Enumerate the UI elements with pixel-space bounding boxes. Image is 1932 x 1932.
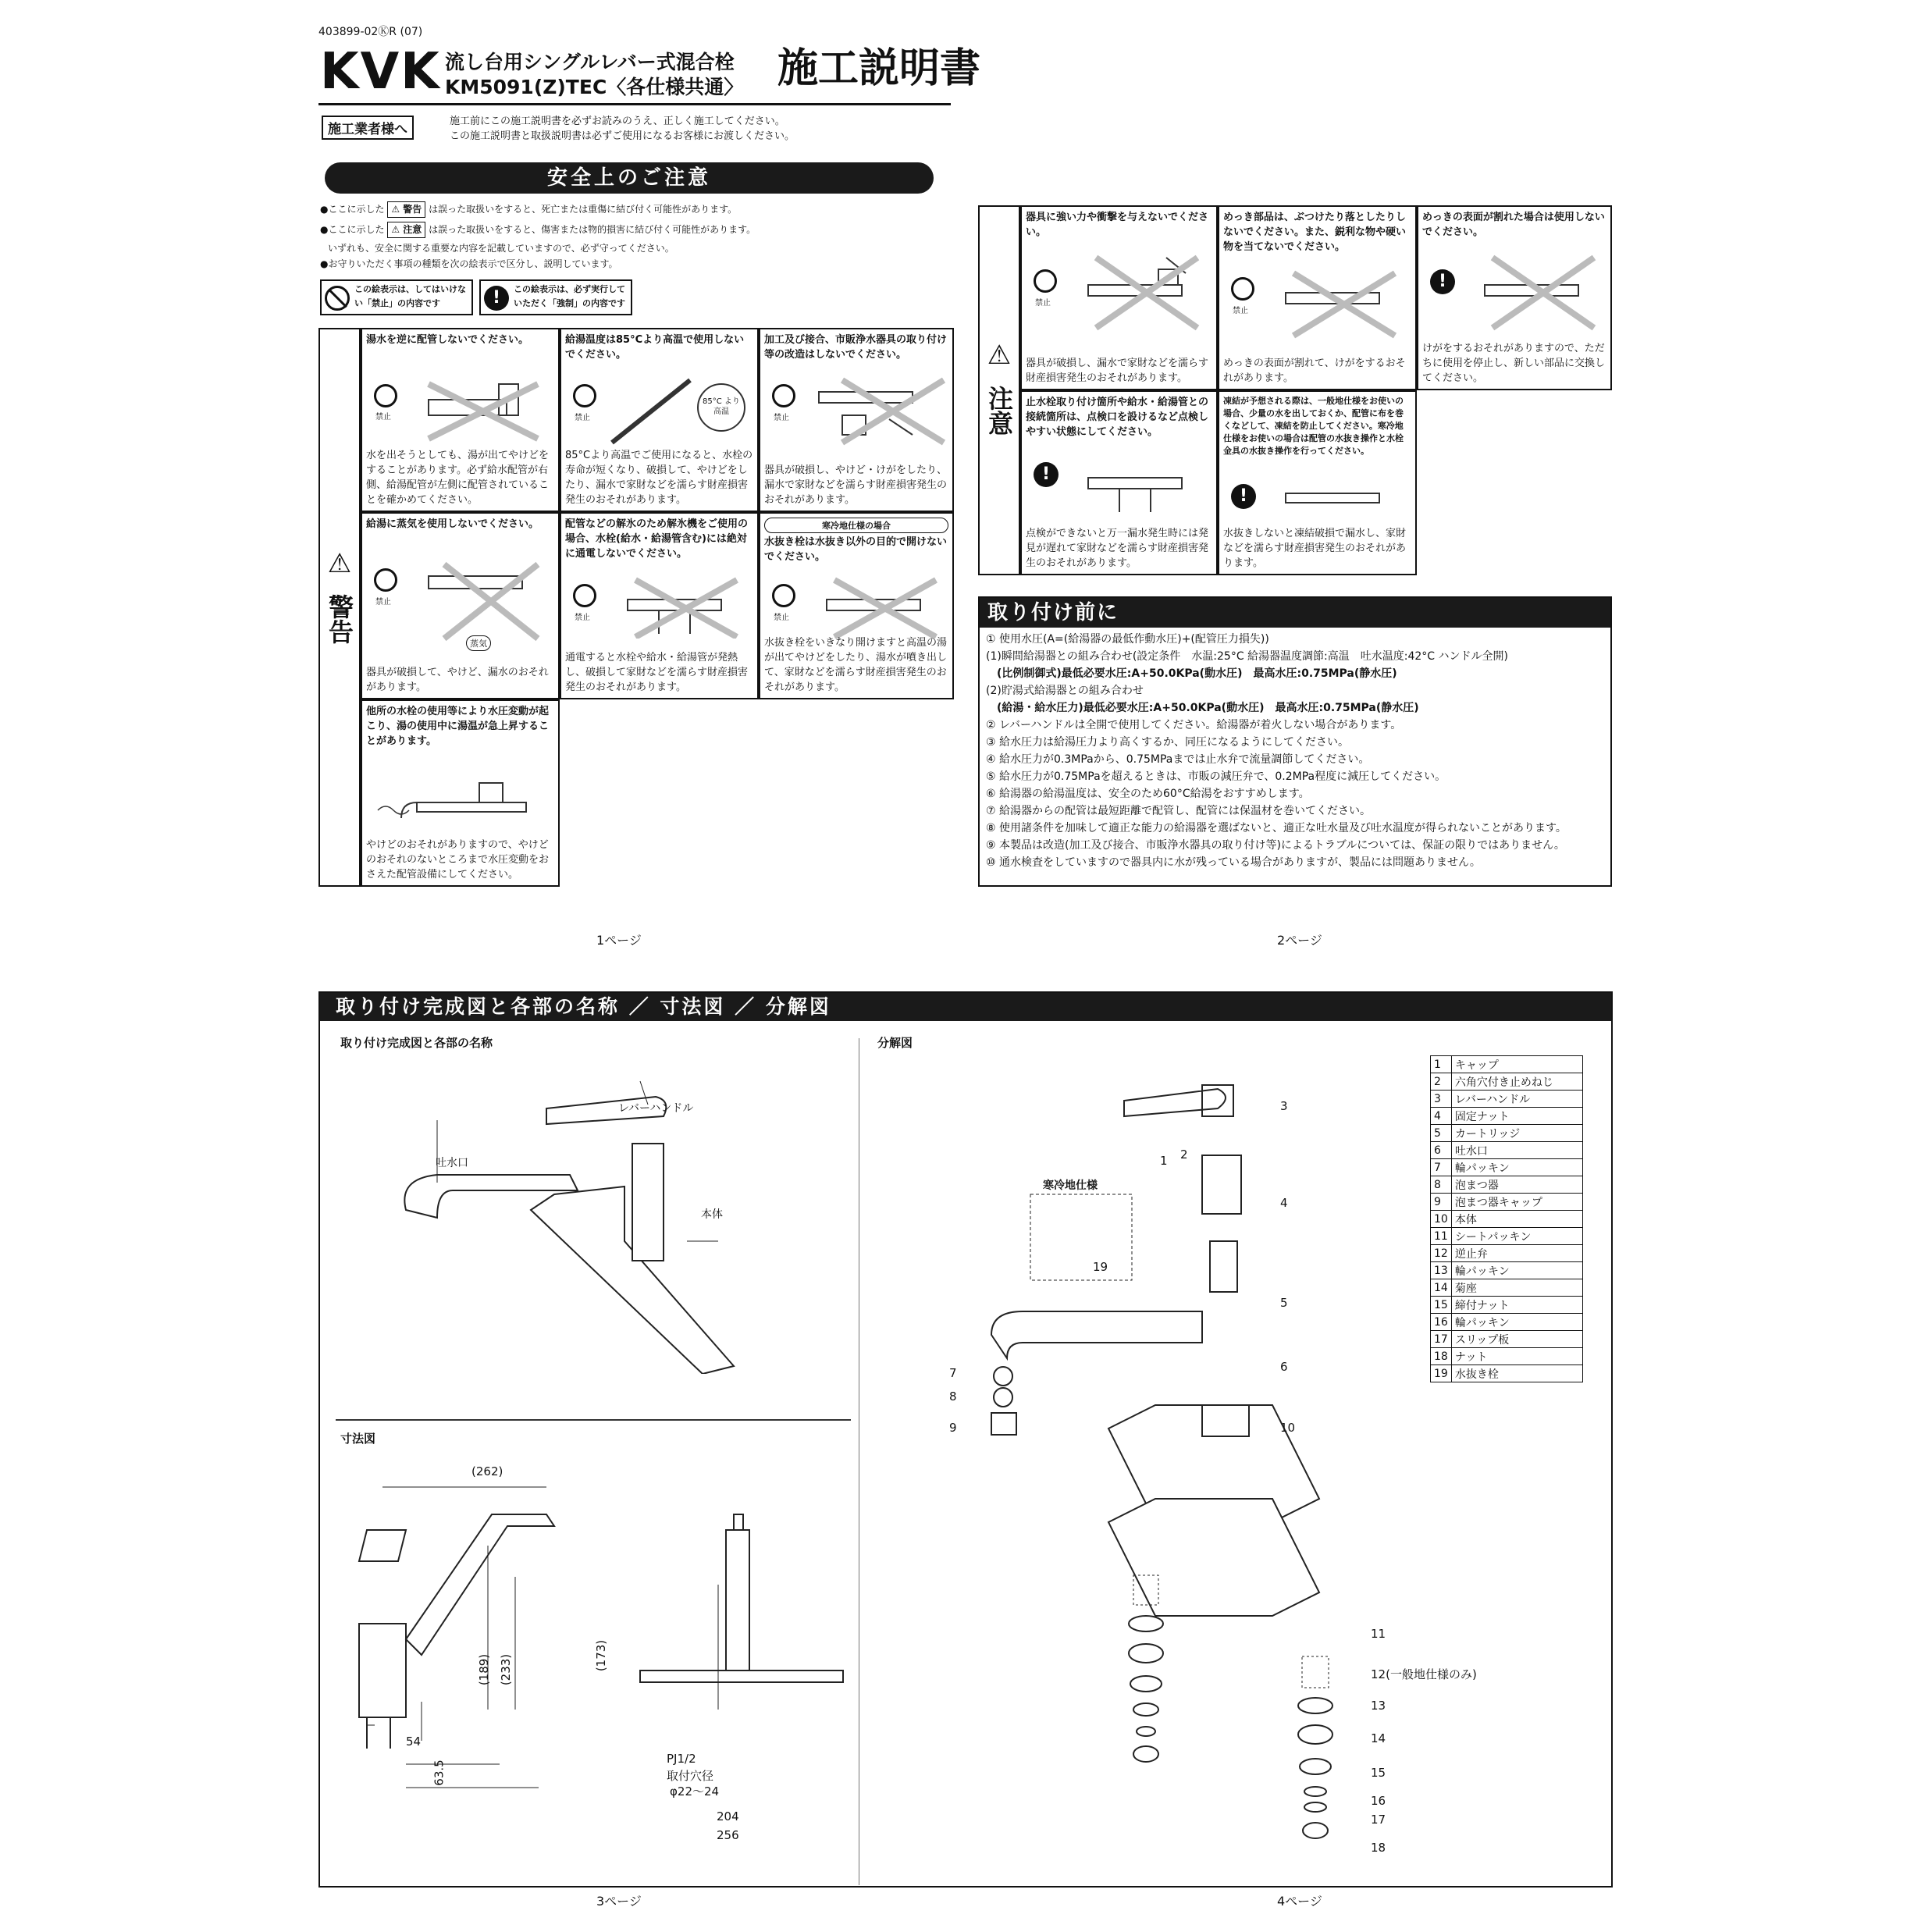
- caution-4-desc: 点検ができないと万一漏水発生時には発見が遅れて家財などを濡らす財産損害発生のおそれがあります。: [1026, 528, 1209, 569]
- parts-row: [1431, 1073, 1583, 1091]
- dim-pj: PJ1/2: [667, 1752, 696, 1766]
- callout-5: 5: [1280, 1296, 1288, 1310]
- part-name: 輪パッキン: [1451, 1262, 1582, 1279]
- part-number: 13: [1431, 1262, 1452, 1279]
- caution-cell-1: [1020, 205, 1218, 390]
- prohibit-icon: [325, 286, 350, 311]
- callout-2: 2: [1180, 1147, 1188, 1162]
- part-name: 菊座: [1451, 1279, 1582, 1297]
- warning-side: [318, 328, 361, 887]
- warning-tag-text: 警告: [403, 204, 422, 215]
- legend1-post: は誤った取扱いをすると、死亡または重傷に結び付く可能性があります。: [429, 204, 738, 215]
- warning-4-illustration: [366, 560, 554, 649]
- parts-row: [1431, 1331, 1583, 1348]
- warning-3-desc: 器具が破損し、やけど・けがをしたり、漏水で家財などを濡らす財産損害発生のおそれがあります。: [764, 464, 948, 506]
- legend-warning: [320, 201, 945, 218]
- parts-row: [1431, 1194, 1583, 1211]
- part-name: キャップ: [1451, 1056, 1582, 1073]
- legend-caution-tag: ⚠ 注意: [387, 222, 425, 238]
- dim-189: (189): [477, 1653, 492, 1686]
- prohibit-icon: [772, 384, 795, 407]
- warning-6-title: 水抜き栓は水抜き以外の目的で開けないでください。: [764, 536, 948, 563]
- drawings-title: 取り付け完成図と各部の名称 ／ 寸法図 ／ 分解図: [320, 993, 1611, 1021]
- steam-illustration: [413, 560, 553, 646]
- part-name: レバーハンドル: [1451, 1091, 1582, 1108]
- dim-63-5: 63.5: [432, 1759, 447, 1786]
- dim-204: 204: [717, 1809, 739, 1823]
- legend-warning-tag: ⚠ 警告: [387, 201, 425, 218]
- warning-5-desc: 通電すると水栓や給水・給湯管が発熱し、破損して家財などを濡らす財産損害発生のおそれがあります。: [565, 652, 749, 693]
- brand-logo: KVK: [320, 43, 441, 101]
- mandatory-icon: !: [1430, 269, 1455, 294]
- caution-cell-2: [1218, 205, 1417, 390]
- callout-16: 16: [1371, 1794, 1386, 1808]
- title-rule: [318, 103, 951, 105]
- faucet-complete-illustration: [375, 1077, 812, 1374]
- prohibit-icon: [374, 568, 397, 592]
- exploded-subtitle: 分解図: [877, 1036, 913, 1050]
- callout-15: 15: [1371, 1766, 1386, 1780]
- before-install-title: 取り付け前に: [980, 598, 1610, 628]
- dim-hole-phi: φ22〜24: [670, 1784, 720, 1799]
- caution-5-title: 凍結が予想される際は、一般地仕様をお使いの場合、少量の水を出しておくか、配管に布を巻くなどして、凍結を防止してください。寒冷地仕様をお使いの場合は配管の水抜き操作と水栓金具の水抜き操作を行ってください。: [1223, 396, 1404, 456]
- before-install-item: ⑨ 本製品は改造(加工及び接合、市販浄水器具の取り付け等)によるトラブルについては、保証の限りではありません。: [986, 839, 1565, 852]
- plating-damage-illustration: [1270, 269, 1411, 340]
- caution-4-illustration: [1026, 462, 1212, 532]
- caution-5-desc: 水抜きしないと凍結破損で漏水し、家財などを濡らす財産損害発生のおそれがあります。: [1223, 528, 1407, 569]
- label-lever: レバーハンドル: [618, 1102, 694, 1115]
- prohibit-icon: [573, 584, 596, 607]
- warning-cell-2: [560, 328, 759, 512]
- part-number: 4: [1431, 1108, 1452, 1125]
- warning-4-title: 給湯に蒸気を使用しないでください。: [366, 518, 539, 530]
- before-install-item: (給湯・給水圧力)最低必要水圧:A+50.0KPa(動水圧) 最高水圧:0.75MPa(静水圧): [986, 702, 1419, 714]
- part-number: 6: [1431, 1142, 1452, 1159]
- drain-plug-illustration: [811, 576, 952, 639]
- callout-7: 7: [949, 1366, 957, 1380]
- exploded-view-drawing: [968, 1069, 1405, 1850]
- part-number: 18: [1431, 1348, 1452, 1365]
- prohibit-symbol-box: [320, 279, 473, 315]
- legend2-pre: ●ここに示した: [320, 224, 385, 235]
- part-name: スリップ板: [1451, 1331, 1582, 1348]
- before-install-item: ⑧ 使用諸条件を加味して適正な能力の給湯器を選ばないと、適正な吐水量及び吐水温度が得られないことがあります。: [986, 822, 1567, 834]
- caution-4-title: 止水栓取り付け箇所や給水・給湯管との接続箇所は、点検口を設けるなど点検しやすい状態にしてください。: [1026, 397, 1209, 438]
- before-install-item: ① 使用水圧(A=(給湯器の最低作動水圧)+(配管圧力損失)): [986, 633, 1269, 646]
- before-install-item: ⑤ 給水圧力が0.75MPaを超えるときは、市販の減圧弁で、0.2MPa程度に減圧してください。: [986, 770, 1446, 783]
- part-number: 17: [1431, 1331, 1452, 1348]
- parts-row: [1431, 1091, 1583, 1108]
- part-number: 7: [1431, 1159, 1452, 1176]
- prohibit-label: 禁止: [375, 598, 391, 607]
- callout-12: 12(一般地仕様のみ): [1371, 1667, 1477, 1681]
- part-number: 11: [1431, 1228, 1452, 1245]
- caution-side: [978, 205, 1020, 575]
- temp-85-label: 85°C より高温: [703, 397, 740, 416]
- dim-233: (233): [499, 1653, 514, 1686]
- prohibit-label: 禁止: [1233, 307, 1248, 315]
- parts-row: [1431, 1279, 1583, 1297]
- page-1-label: 1ページ: [596, 933, 642, 948]
- caution-cell-5: [1218, 390, 1417, 575]
- part-number: 16: [1431, 1314, 1452, 1331]
- cold-spec-label: 寒冷地仕様: [1043, 1179, 1098, 1192]
- part-number: 15: [1431, 1297, 1452, 1314]
- before-install-box: [978, 596, 1612, 887]
- callout-1: 1: [1160, 1154, 1168, 1168]
- installer-line2: この施工説明書と取扱説明書は必ずご使用になるお客様にお渡しください。: [450, 130, 795, 142]
- part-number: 19: [1431, 1365, 1452, 1382]
- warning-6-desc: 水抜き栓をいきなり開けますと高温の湯が出てやけどをしたり、湯水が噴き出して、家財などを濡らす財産損害発生のおそれがあります。: [764, 637, 948, 693]
- part-name: 輪パッキン: [1451, 1159, 1582, 1176]
- section-divider-h: [336, 1419, 851, 1421]
- mandatory-icon: !: [1231, 484, 1256, 509]
- parts-row: [1431, 1314, 1583, 1331]
- before-install-item: ⑩ 通水検査をしていますので器具内に水が残っている場合がありますが、製品には問題ありません。: [986, 856, 1481, 869]
- part-name: 水抜き栓: [1451, 1365, 1582, 1382]
- mandatory-symbol-box: [479, 279, 632, 315]
- legend-caution: [320, 222, 945, 238]
- parts-row: [1431, 1159, 1583, 1176]
- warning-cell-1: [361, 328, 560, 512]
- page-2-label: 2ページ: [1277, 933, 1322, 948]
- caution-1-title: 器具に強い力や衝撃を与えないでください。: [1026, 212, 1209, 238]
- part-number: 2: [1431, 1073, 1452, 1091]
- warning-4-desc: 器具が破損して、やけど、漏水のおそれがあります。: [366, 667, 549, 693]
- part-number: 5: [1431, 1125, 1452, 1142]
- parts-list-table: [1430, 1055, 1583, 1382]
- caution-3-title: めっきの表面が割れた場合は使用しないでください。: [1422, 212, 1605, 238]
- prohibit-label: 禁止: [774, 414, 789, 422]
- parts-row: [1431, 1245, 1583, 1262]
- cracked-plating-illustration: [1469, 254, 1610, 332]
- caution-5-illustration: [1223, 484, 1411, 523]
- mandatory-symbol-text: この絵表示は、必ず実行していただく「強制」の内容です: [514, 284, 625, 308]
- warning-cell-3: [759, 328, 954, 512]
- prohibit-icon: [772, 584, 795, 607]
- prohibit-label: 禁止: [575, 614, 590, 622]
- prohibit-icon: [1034, 269, 1057, 293]
- hot-water-surge-illustration: [370, 771, 550, 841]
- part-name: 逆止弁: [1451, 1245, 1582, 1262]
- caution-3-desc: けがをするおそれがありますので、ただちに使用を停止し、新しい部品に交換してください。: [1422, 343, 1606, 384]
- part-name: 輪パッキン: [1451, 1314, 1582, 1331]
- dim-54: 54: [406, 1735, 422, 1749]
- page-3-label: 3ページ: [596, 1894, 642, 1909]
- part-name: カートリッジ: [1451, 1125, 1582, 1142]
- warning-5-illustration: [565, 576, 753, 646]
- parts-row: [1431, 1142, 1583, 1159]
- freeze-prevention-illustration: [1270, 484, 1411, 523]
- title-line2: KM5091(Z)TEC〈各仕様共通〉: [445, 76, 744, 98]
- caution-cell-4: [1020, 390, 1218, 575]
- prohibit-label: 禁止: [1035, 299, 1051, 308]
- prohibit-icon: [374, 384, 397, 407]
- dim-256: 256: [717, 1828, 739, 1842]
- mandatory-icon: !: [484, 286, 509, 311]
- inspection-hatch-illustration: [1073, 462, 1213, 517]
- caution-2-title: めっき部品は、ぶつけたり落としたりしないでください。また、鋭利な物や硬い物を当てないでください。: [1223, 212, 1407, 253]
- parts-row: [1431, 1176, 1583, 1194]
- callout-8: 8: [949, 1389, 957, 1404]
- parts-row: [1431, 1211, 1583, 1228]
- parts-row: [1431, 1297, 1583, 1314]
- part-name: 泡まつ器: [1451, 1176, 1582, 1194]
- warning-7-desc: やけどのおそれがありますので、やけどのおそれのないところまで水圧変動をおさえた配管設備にしてください。: [366, 839, 550, 881]
- parts-row: [1431, 1365, 1583, 1382]
- safety-title-text: 安全上のご注意: [546, 166, 711, 190]
- caution-cell-3: [1417, 205, 1612, 390]
- before-install-item: (比例制御式)最低必要水圧:A+50.0KPa(動水圧) 最高水圧:0.75MPa(静水圧): [986, 667, 1397, 680]
- warning-5-title: 配管などの解氷のため解氷機をご使用の場合、水栓(給水・給湯管含む)には絶対に通電しないでください。: [565, 518, 749, 560]
- before-install-item: ② レバーハンドルは全開で使用してください。給湯器が着火しない場合があります。: [986, 719, 1402, 731]
- before-install-item: (2)貯湯式給湯器との組み合わせ: [986, 685, 1144, 697]
- part-name: 本体: [1451, 1211, 1582, 1228]
- warning-cell-7: [361, 699, 560, 887]
- label-spout: 吐水口: [436, 1157, 468, 1169]
- callout-19: 19: [1093, 1260, 1108, 1274]
- warning-3-illustration: [764, 376, 948, 447]
- prohibit-label: 禁止: [575, 414, 590, 422]
- callout-18: 18: [1371, 1841, 1386, 1855]
- before-install-item: ④ 給水圧力が0.3MPaから、0.75MPaまでは止水弁で流量調節してください。: [986, 753, 1370, 766]
- part-name: ナット: [1451, 1348, 1582, 1365]
- parts-row: [1431, 1125, 1583, 1142]
- legend-line3: いずれも、安全に関する重要な内容を記載していますので、必ず守ってください。: [328, 243, 674, 254]
- part-number: 8: [1431, 1176, 1452, 1194]
- faucet-reverse-illustration: [413, 376, 553, 447]
- caution-3-illustration: [1422, 254, 1606, 324]
- warning-2-title: 給湯温度は85°Cより高温で使用しないでください。: [565, 334, 745, 361]
- dimension-drawing: [336, 1468, 851, 1803]
- prohibit-icon: [573, 384, 596, 407]
- part-number: 10: [1431, 1211, 1452, 1228]
- modification-illustration: [811, 376, 952, 447]
- callout-3: 3: [1280, 1099, 1288, 1113]
- parts-row: [1431, 1056, 1583, 1073]
- caution-2-desc: めっきの表面が割れて、けがをするおそれがあります。: [1223, 358, 1406, 384]
- caution-tag-text: 注意: [403, 224, 422, 235]
- parts-row: [1431, 1348, 1583, 1365]
- warning-1-title: 湯水を逆に配管しないでください。: [366, 334, 529, 346]
- caution-1-illustration: [1026, 254, 1212, 324]
- part-name: 固定ナット: [1451, 1108, 1582, 1125]
- callout-11: 11: [1371, 1627, 1386, 1641]
- warning-side-icon: ⚠: [327, 548, 352, 579]
- part-number: 12: [1431, 1245, 1452, 1262]
- prohibit-symbol-text: この絵表示は、してはいけない「禁止」の内容です: [354, 284, 466, 308]
- installer-line1: 施工前にこの施工説明書を必ずお読みのうえ、正しく施工してください。: [450, 116, 785, 127]
- caution-side-label: 注意: [984, 386, 1014, 436]
- steam-label: 蒸気: [466, 635, 491, 651]
- prohibit-label: 禁止: [774, 614, 789, 622]
- part-name: 六角穴付き止めねじ: [1451, 1073, 1582, 1091]
- installer-tag: 施工業者様へ: [322, 116, 414, 140]
- caution-2-illustration: [1223, 269, 1411, 340]
- warning-7-title: 他所の水栓の使用等により水圧変動が起こり、湯の使用中に湯温が急上昇することがあります。: [366, 706, 550, 747]
- before-install-list: [980, 628, 1610, 874]
- callout-14: 14: [1371, 1731, 1386, 1745]
- doc-code: 403899-02ⓀR (07): [318, 26, 423, 38]
- dim-262: (262): [471, 1464, 503, 1478]
- warning-2-illustration: [565, 376, 753, 447]
- callout-17: 17: [1371, 1813, 1386, 1827]
- part-number: 14: [1431, 1279, 1452, 1297]
- legend2-post: は誤った取扱いをすると、傷害または物的損害に結び付く可能性があります。: [429, 224, 756, 235]
- cold-tag: 寒冷地仕様の場合: [764, 518, 948, 533]
- dim-hole-label: 取付穴径: [667, 1769, 714, 1783]
- warning-cell-5: [560, 512, 759, 699]
- dim-173: (173): [594, 1639, 609, 1672]
- caution-side-icon: ⚠: [987, 340, 1012, 371]
- legend-line4: ●お守りいただく事項の種類を次の絵表示で区分し、説明しています。: [320, 258, 618, 269]
- part-name: 締付ナット: [1451, 1297, 1582, 1314]
- part-name: シートパッキン: [1451, 1228, 1582, 1245]
- dimension-subtitle: 寸法図: [340, 1432, 376, 1446]
- before-install-item: ⑦ 給湯器からの配管は最短距離で配管し、配管には保温材を巻いてください。: [986, 805, 1371, 817]
- title-line1: 流し台用シングルレバー式混合栓: [445, 51, 735, 73]
- parts-row: [1431, 1228, 1583, 1245]
- prohibit-label: 禁止: [375, 413, 391, 422]
- warning-2-desc: 85°Cより高温でご使用になると、水栓の寿命が短くなり、破損して、やけどをしたり、漏水で家財などを濡らす財産損害発生のおそれがあります。: [565, 450, 753, 506]
- part-name: 泡まつ器キャップ: [1451, 1194, 1582, 1211]
- callout-4: 4: [1280, 1196, 1288, 1210]
- callout-6: 6: [1280, 1360, 1288, 1374]
- page-4-label: 4ページ: [1277, 1894, 1322, 1909]
- before-install-item: (1)瞬間給湯器との組み合わせ(設定条件 水温:25°C 給湯器温度調節:高温 吐水温度:42°C ハンドル全開): [986, 650, 1508, 663]
- before-install-item: ⑥ 給湯器の給湯温度は、安全のため60°C給湯をおすすめします。: [986, 788, 1310, 800]
- complete-subtitle: 取り付け完成図と各部の名称: [340, 1036, 493, 1050]
- part-number: 1: [1431, 1056, 1452, 1073]
- callout-10: 10: [1280, 1421, 1296, 1435]
- title-main: 施工説明書: [777, 45, 981, 92]
- caution-1-desc: 器具が破損し、漏水で家財などを濡らす財産損害発生のおそれがあります。: [1026, 358, 1209, 384]
- legend1-pre: ●ここに示した: [320, 204, 385, 215]
- safety-title: [325, 162, 934, 194]
- warning-side-label: 警告: [325, 594, 354, 644]
- part-number: 3: [1431, 1091, 1452, 1108]
- warning-1-desc: 水を出そうとしても、湯が出てやけどをすることがあります。必ず給水配管が右側、給湯配管が左側に配管されていることを確かめてください。: [366, 450, 550, 506]
- label-body: 本体: [701, 1208, 723, 1221]
- prohibit-icon: [1231, 277, 1254, 301]
- thaw-machine-illustration: [612, 576, 753, 639]
- part-number: 9: [1431, 1194, 1452, 1211]
- callout-13: 13: [1371, 1699, 1386, 1713]
- parts-row: [1431, 1262, 1583, 1279]
- parts-row: [1431, 1108, 1583, 1125]
- warning-cell-4: [361, 512, 560, 699]
- warning-3-title: 加工及び接合、市販浄水器具の取り付け等の改造はしないでください。: [764, 334, 948, 361]
- before-install-item: ③ 給水圧力は給湯圧力より高くするか、同圧になるようにしてください。: [986, 736, 1349, 749]
- impact-illustration: [1073, 254, 1213, 332]
- mandatory-icon: !: [1034, 462, 1059, 487]
- warning-cell-6: [759, 512, 954, 699]
- warning-1-illustration: [366, 376, 554, 447]
- callout-9: 9: [949, 1421, 957, 1435]
- part-name: 吐水口: [1451, 1142, 1582, 1159]
